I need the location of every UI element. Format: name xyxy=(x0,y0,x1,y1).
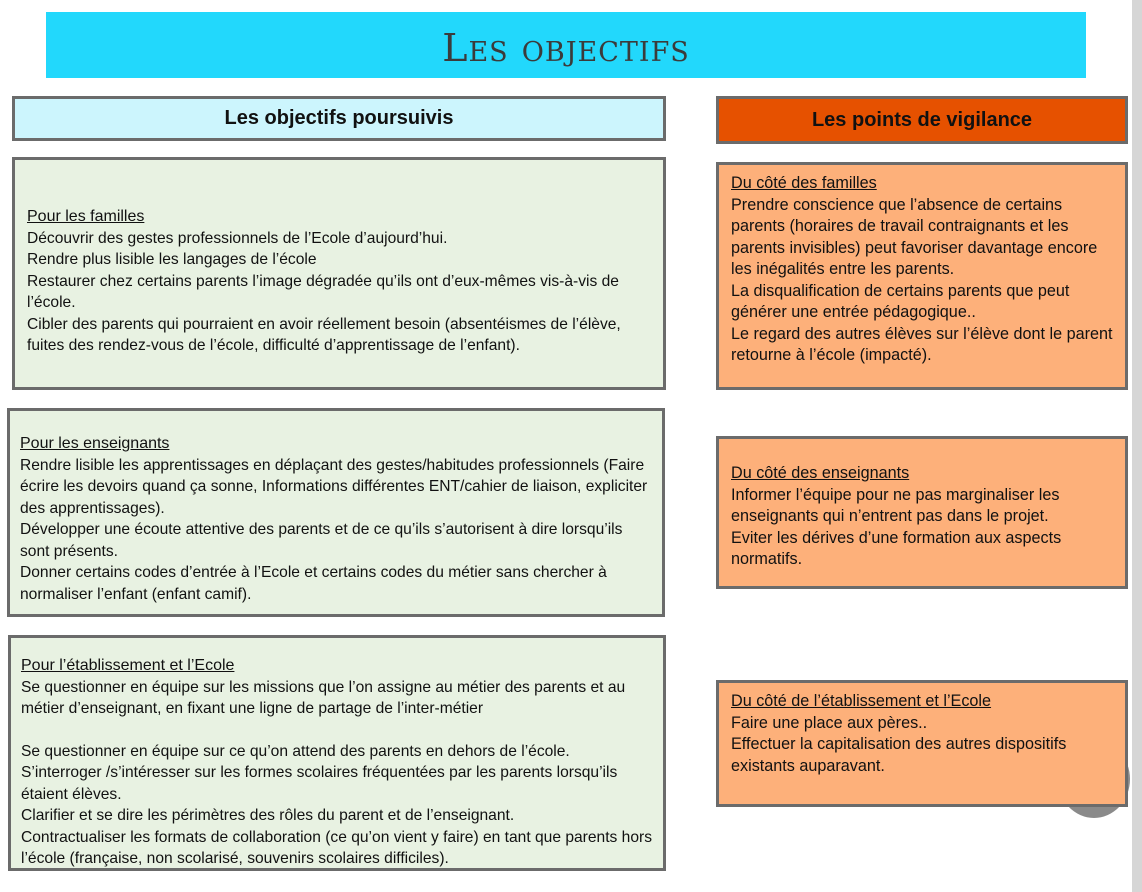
vigilance-box-establishment xyxy=(716,680,1128,807)
box-line: Contractualiser les formats de collaboration (ce qu’on vient y faire) en tant que parents hors l’école (française, non scolarisé, souvenirs scolaires difficiles). xyxy=(21,828,653,867)
objectives-box-teachers xyxy=(7,408,665,617)
blank-line xyxy=(21,720,653,741)
box-line: Rendre plus lisible les langages de l’école xyxy=(27,251,317,268)
vigilance-box-teachers xyxy=(716,436,1128,589)
box-line: Développer une écoute attentive des parents et de ce qu’ils s’autorisent à dire lorsqu’ils sont présents. xyxy=(20,521,623,560)
slide-edge-strip xyxy=(1132,0,1142,892)
vigilance-box-families xyxy=(716,162,1128,390)
box-line: Restaurer chez certains parents l’image dégradée qu’ils ont d’eux-mêmes vis-à-vis de l’école. xyxy=(27,272,619,311)
title-banner xyxy=(46,12,1086,78)
box-line: Se questionner en équipe sur les missions que l’on assigne au métier des parents et au métier d’enseignant, en fixant une ligne de partage de l’inter-métier xyxy=(21,678,626,717)
box-line: Clarifier et se dire les périmètres des rôles du parent et de l’enseignant. xyxy=(21,807,515,824)
vigilance-header-label: Les points de vigilance xyxy=(811,108,1033,131)
box-heading: Pour les enseignants xyxy=(20,435,170,452)
box-line: Cibler des parents qui pourraient en avoir réellement besoin (absentéismes de l’élève, fuites des rendez-vous de l’école, difficulté d’apprentissage de l’enfant). xyxy=(27,315,621,354)
box-heading: Pour l’établissement et l’Ecole xyxy=(21,657,235,674)
box-line: Effectuer la capitalisation des autres dispositifs existants auparavant. xyxy=(731,735,1067,775)
box-line: Se questionner en équipe sur ce qu’on attend des parents en dehors de l’école. xyxy=(21,742,570,760)
box-line: Faire une place aux pères.. xyxy=(731,713,928,732)
objectives-box-establishment xyxy=(8,635,666,871)
objectives-column-header xyxy=(12,96,666,141)
vigilance-column-header xyxy=(716,96,1128,144)
page-title: Les objectifs xyxy=(442,26,690,70)
box-line: Le regard des autres élèves sur l’élève dont le parent retourne à l’école (impacté). xyxy=(731,324,1113,364)
box-line: Rendre lisible les apprentissages en déplaçant des gestes/habitudes professionnels (Faire écrire les devoirs quand ça sonne, Informations différentes ENT/cahier de liaison, expliciter des apprentissages). xyxy=(20,456,648,517)
objectives-box-families xyxy=(12,157,666,390)
box-line: S’interroger /s’intéresser sur les formes scolaires fréquentées par les parents lorsqu’ils étaient élèves. xyxy=(21,764,618,803)
box-line: Donner certains codes d’entrée à l’Ecole et certains codes du métier sans chercher à normaliser l’enfant (enfant camif). xyxy=(20,564,607,603)
box-line: Eviter les dérives d’une formation aux aspects normatifs. xyxy=(731,528,1062,568)
box-line: Découvrir des gestes professionnels de l’Ecole d’aujourd’hui. xyxy=(27,229,448,247)
objectives-header-label: Les objectifs poursuivis xyxy=(224,107,454,129)
box-heading: Du côté de l’établissement et l’Ecole xyxy=(731,692,992,710)
box-line: La disqualification de certains parents que peut générer une entrée pédagogique.. xyxy=(731,281,1070,321)
box-heading: Pour les familles xyxy=(27,208,145,225)
box-line: Prendre conscience que l’absence de certains parents (horaires de travail contraignants et les parents invisibles) peut favoriser davantage encore les inégalités entre les parents. xyxy=(731,195,1098,278)
box-line: Informer l’équipe pour ne pas marginaliser les enseignants qui n’entrent pas dans le projet. xyxy=(731,485,1060,525)
box-heading: Du côté des enseignants xyxy=(731,464,910,482)
box-heading: Du côté des familles xyxy=(731,174,877,192)
